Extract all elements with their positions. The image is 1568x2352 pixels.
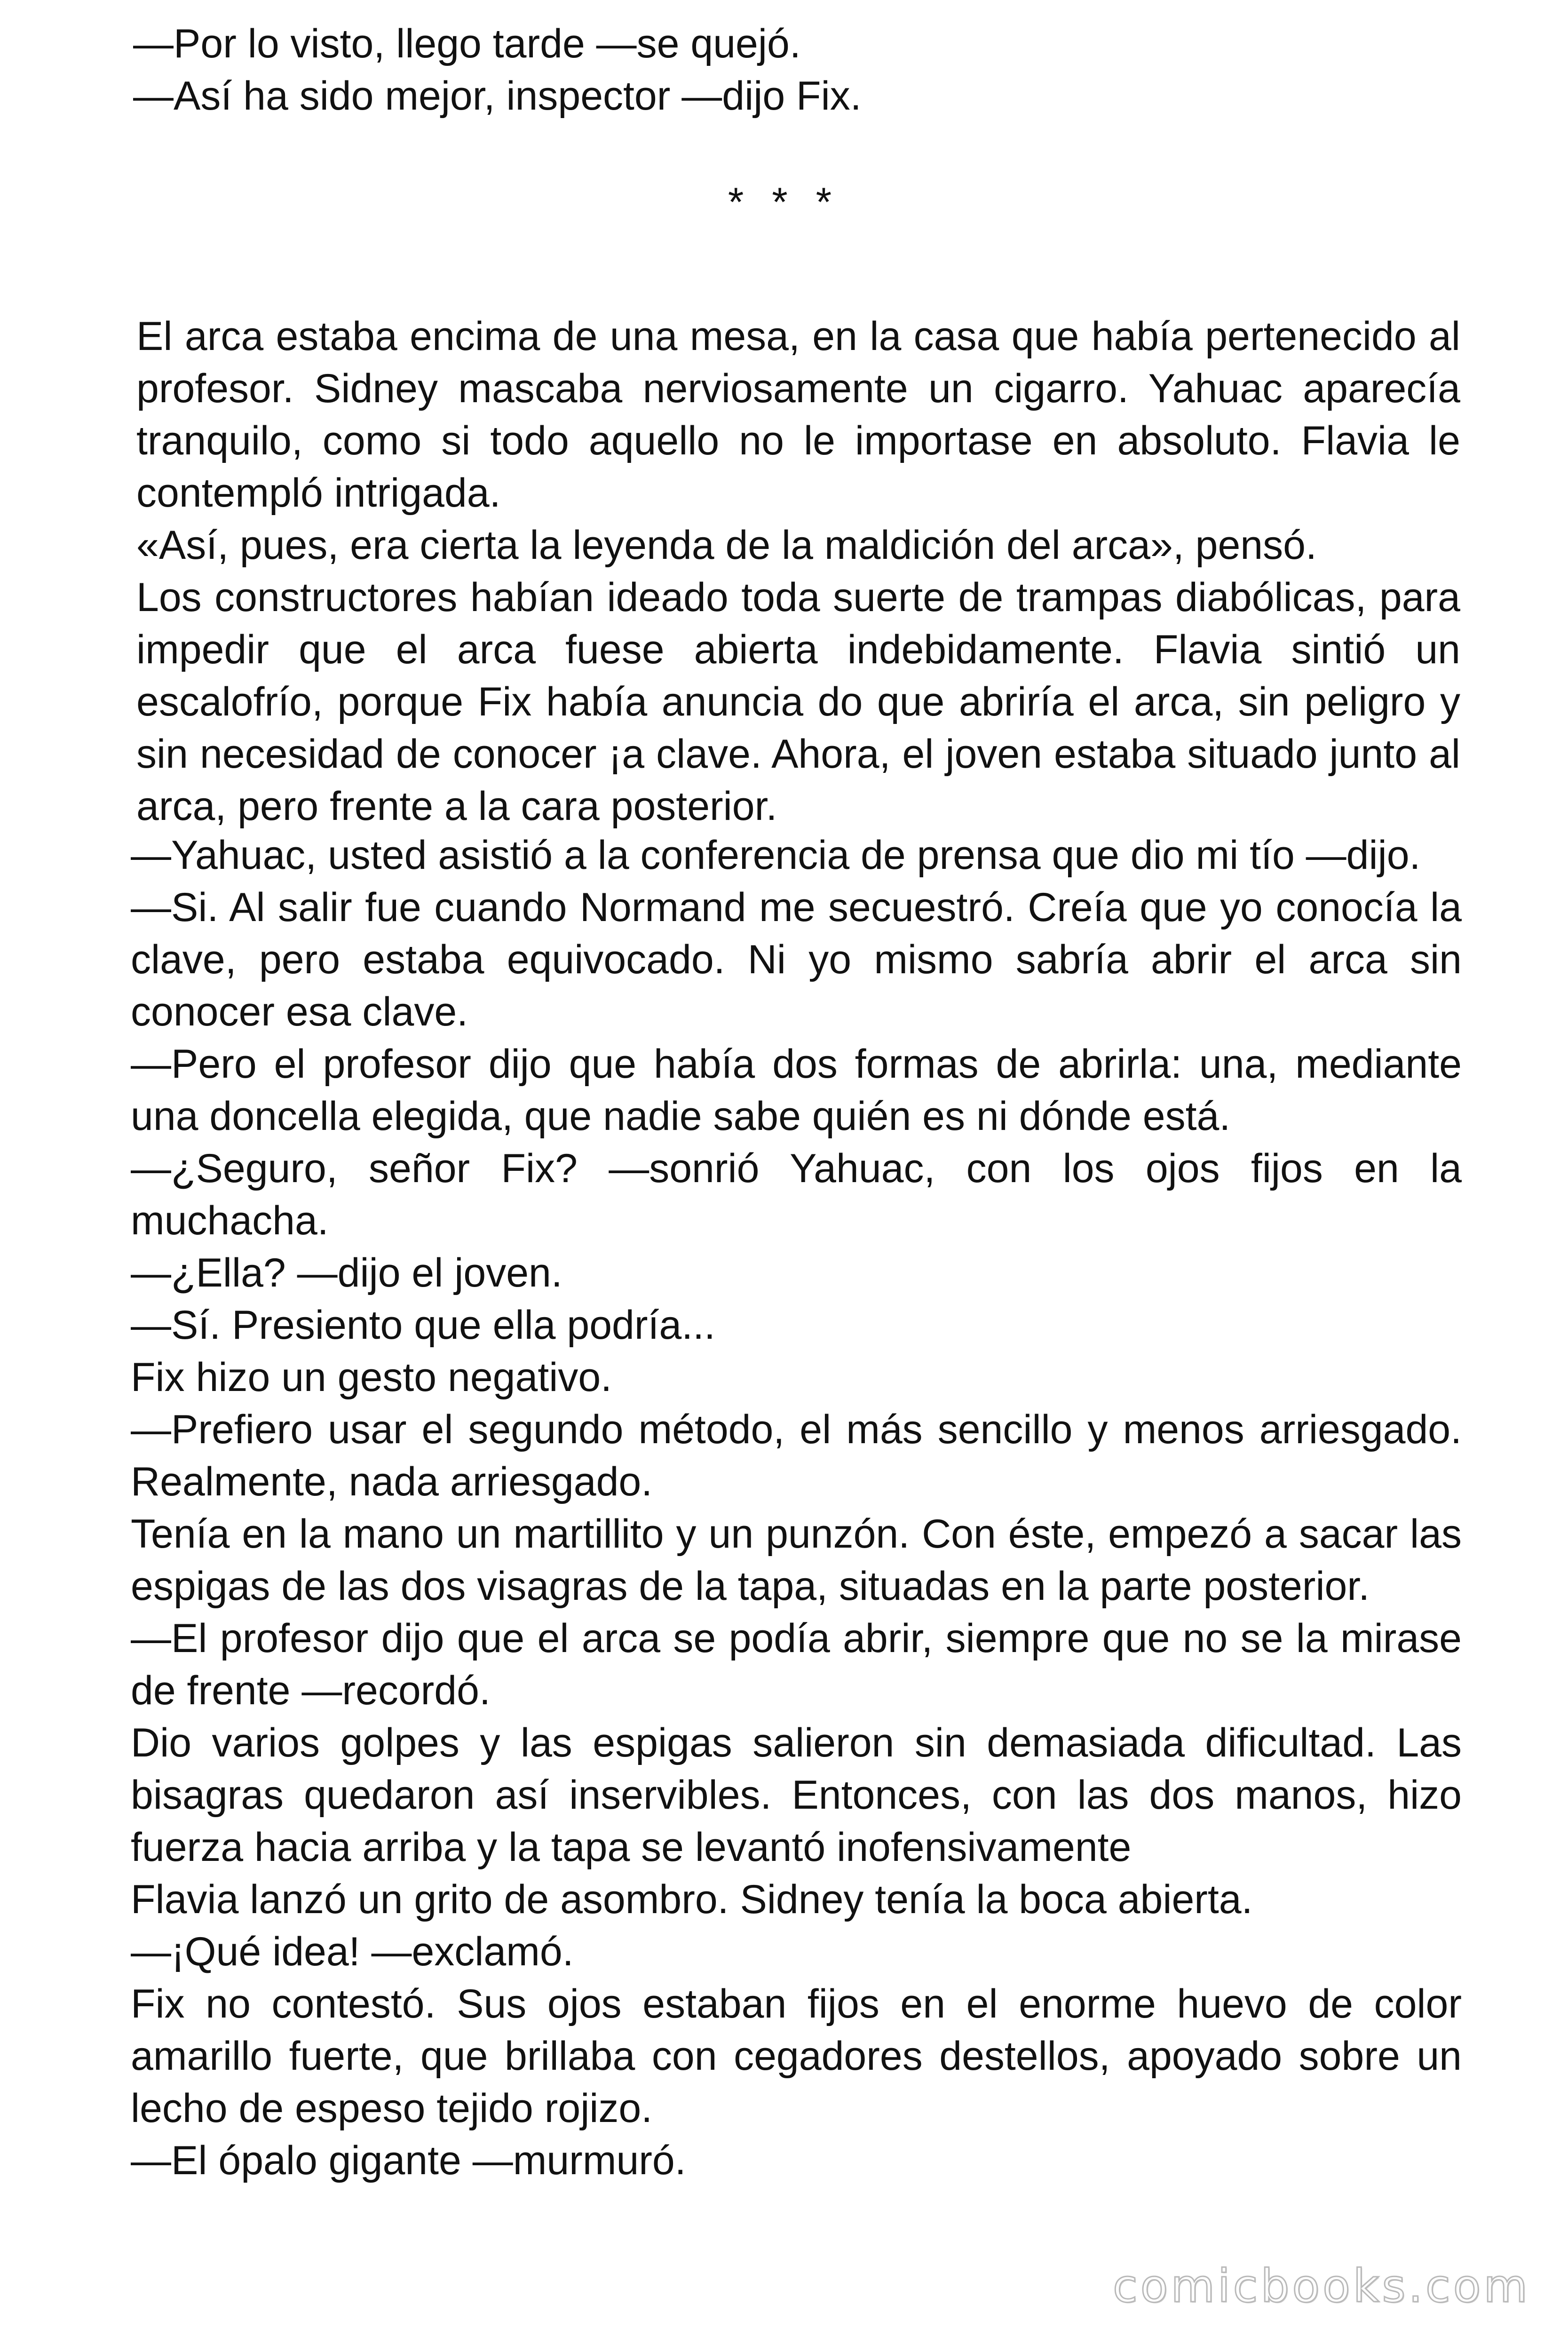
dialogue-paragraph: —Pero el profesor dijo que había dos formas de abrirla: una, mediante una doncella elegida, que nadie sabe quién es ni dónde está. bbox=[131, 1041, 1462, 1139]
dialogue-paragraph: —¡Qué idea! —exclamó. bbox=[131, 1929, 574, 1974]
dialogue-paragraph: —Si. Al salir fue cuando Normand me secuestró. Creía que yo conocía la clave, pero estaba equivocado. Ni yo mismo sabría abrir el arca sin conocer esa clave. bbox=[131, 885, 1462, 1034]
dialogue-paragraph: —Yahuac, usted asistió a la conferencia de prensa que dio mi tío —dijo. bbox=[131, 833, 1421, 878]
dialogue-line: —Por lo visto, llego tarde —se quejó. bbox=[133, 21, 801, 66]
dialogue-paragraph: —El ópalo gigante —murmuró. bbox=[131, 2138, 686, 2183]
dialogue-paragraph: —Sí. Presiento que ella podría... bbox=[131, 1303, 715, 1348]
narrative-paragraph: Los constructores habían ideado toda suerte de trampas diabólicas, para impedir que el arca fuese abierta indebidamente. Flavia sintió un escalofrío, porque Fix había anuncia do que abriría el arca, sin peligro y sin necesidad de conocer ¡a clave. Ahora, el joven estaba situado junto al arca, pero frente a la cara posterior. bbox=[136, 575, 1460, 829]
dialogue-paragraph: Tenía en la mano un martillito y un punzón. Con éste, empezó a sacar las espigas de las dos visagras de la tapa, situadas en la parte posterior. bbox=[131, 1511, 1462, 1609]
dialogue-block bbox=[131, 829, 1462, 2187]
watermark: comicbooks.com bbox=[1112, 2260, 1530, 2312]
scene-separator: * * * bbox=[728, 180, 840, 225]
narrative-paragraph: «Así, pues, era cierta la leyenda de la maldición del arca», pensó. bbox=[136, 523, 1317, 568]
dialogue-paragraph: —¿Ella? —dijo el joven. bbox=[131, 1250, 562, 1295]
dialogue-paragraph: —Prefiero usar el segundo método, el más sencillo y menos arriesgado. Realmente, nada arriesgado. bbox=[131, 1407, 1462, 1504]
dialogue-paragraph: Dio varios golpes y las espigas salieron sin demasiada dificultad. Las bisagras quedaron así inservibles. Entonces, con las dos manos, hizo fuerza hacia arriba y la tapa se levantó inofensivamente bbox=[131, 1720, 1462, 1870]
dialogue-paragraph: Flavia lanzó un grito de asombro. Sidney tenía la boca abierta. bbox=[131, 1877, 1253, 1922]
dialogue-paragraph: —El profesor dijo que el arca se podía abrir, siempre que no se la mirase de frente —recordó. bbox=[131, 1616, 1462, 1713]
dialogue-paragraph: Fix hizo un gesto negativo. bbox=[131, 1355, 612, 1400]
narrative-paragraph: El arca estaba encima de una mesa, en la casa que había pertenecido al profesor. Sidney mascaba nerviosamente un cigarro. Yahuac aparecía tranquilo, como si todo aquello no le importase en absoluto. Flavia le contempló intrigada. bbox=[136, 314, 1460, 516]
dialogue-paragraph: Fix no contestó. Sus ojos estaban fijos en el enorme huevo de color amarillo fuerte, que brillaba con cegadores destellos, apoyado sobre un lecho de espeso tejido rojizo. bbox=[131, 1981, 1462, 2131]
opening-dialogue bbox=[133, 18, 1464, 122]
narrative-block bbox=[136, 310, 1460, 833]
dialogue-line: —Así ha sido mejor, inspector —dijo Fix. bbox=[133, 73, 862, 119]
dialogue-paragraph: —¿Seguro, señor Fix? —sonrió Yahuac, con los ojos fijos en la muchacha. bbox=[131, 1146, 1462, 1243]
